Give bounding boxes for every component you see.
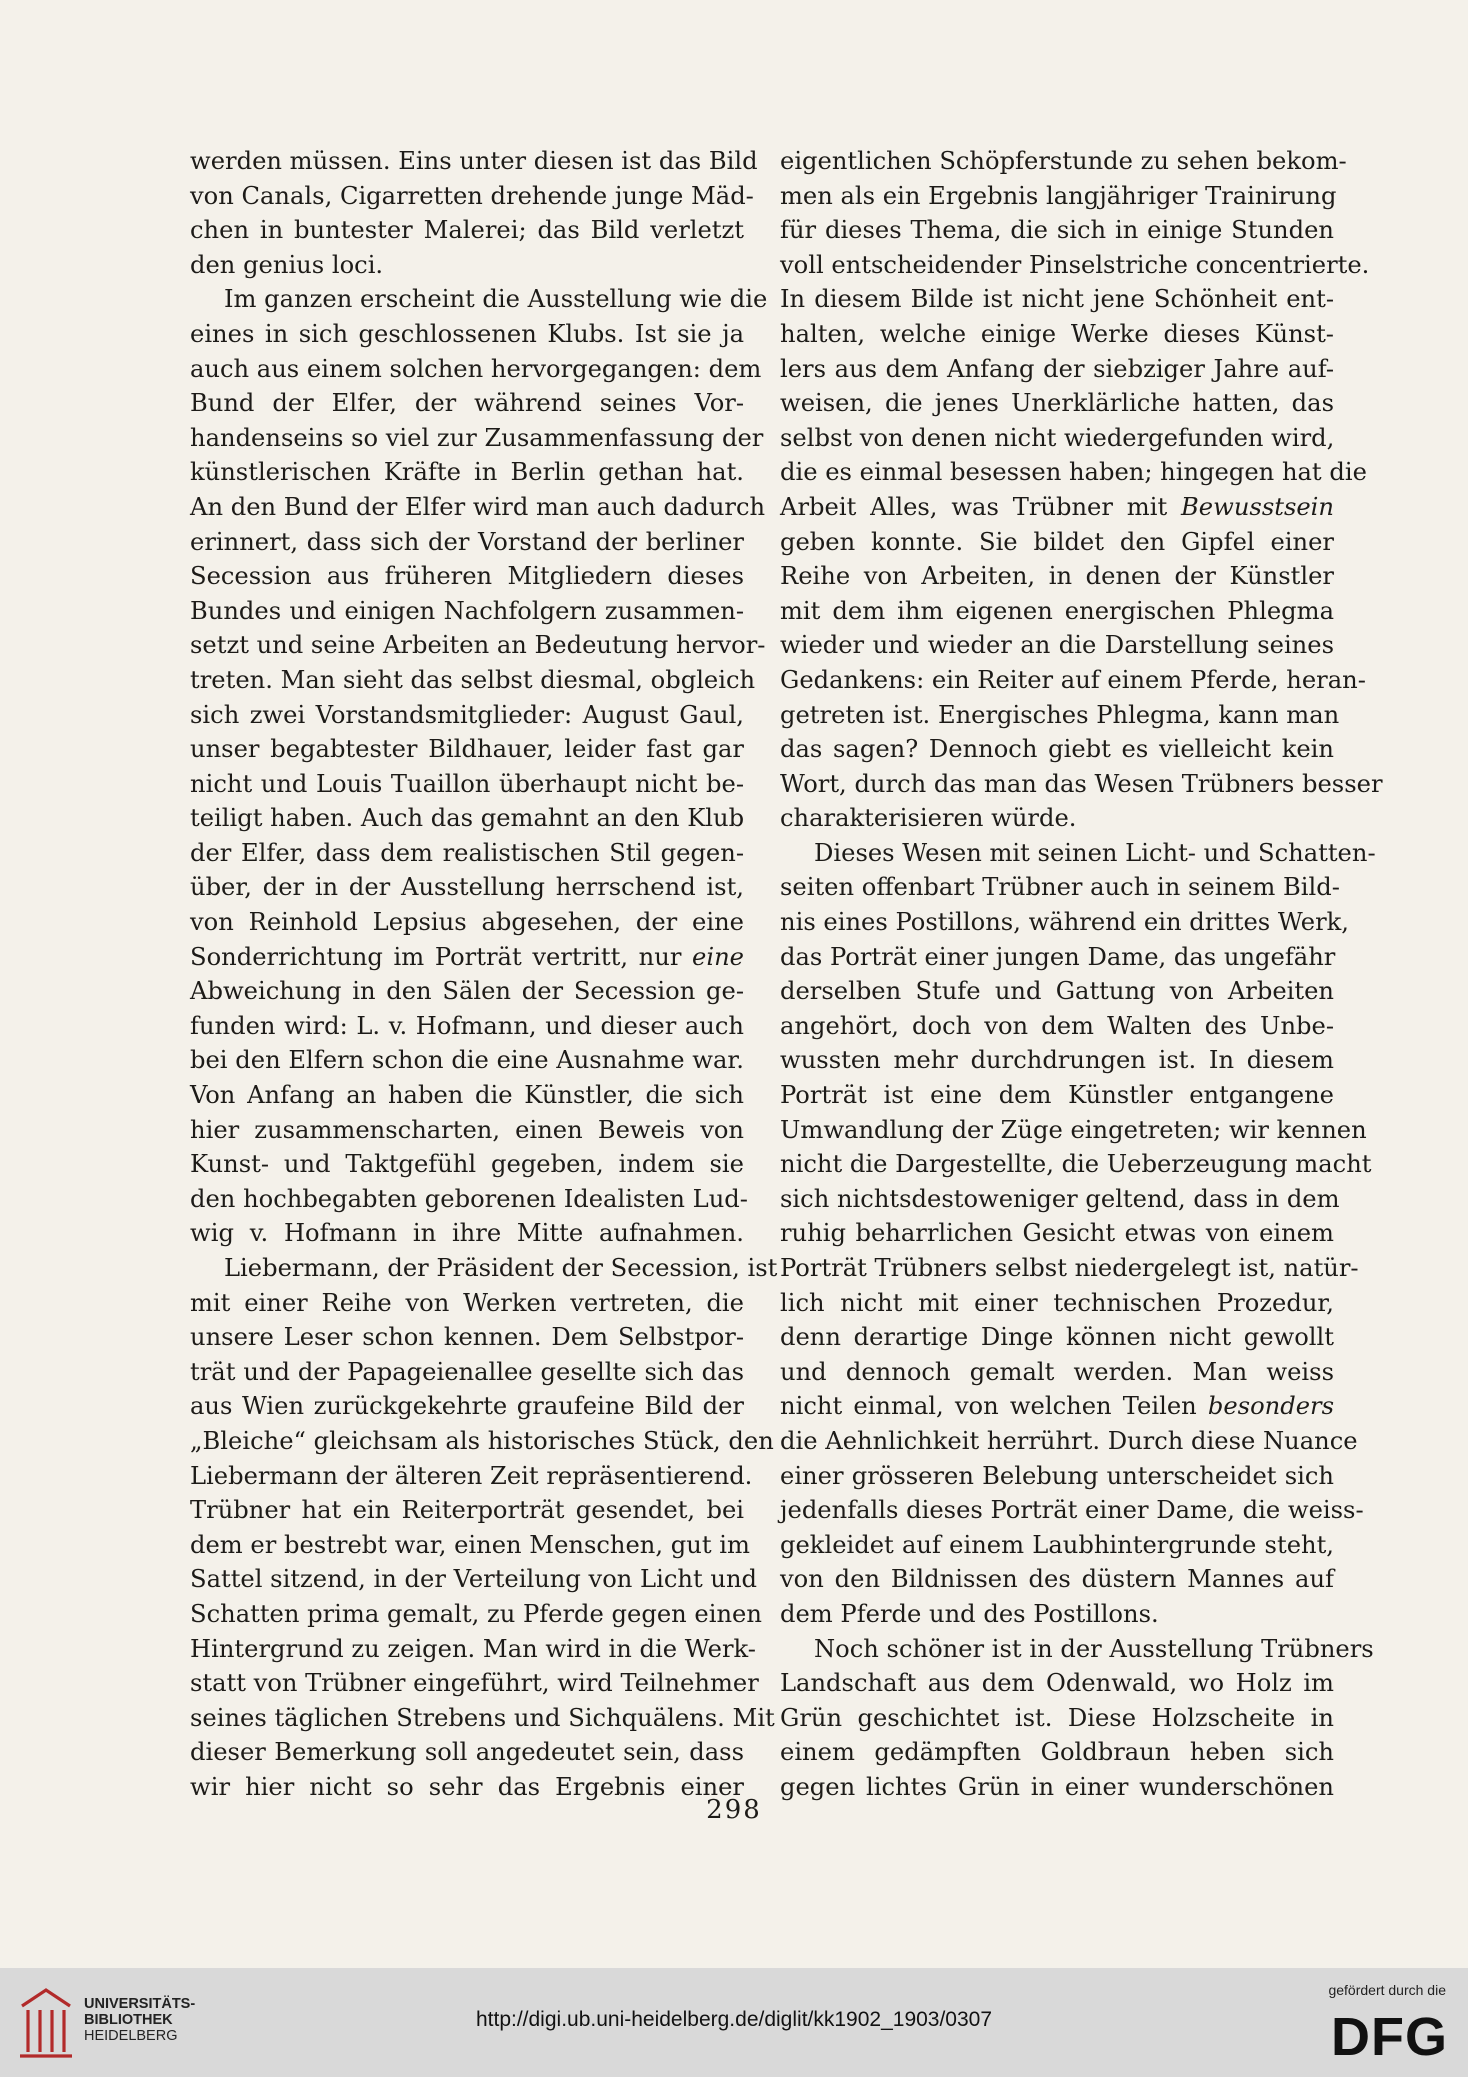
text-line [780,490,1334,525]
text-line [190,1597,762,1632]
text-line-content: eigentlichen Schöpferstunde zu sehen bekom- [780,147,1347,175]
text-line-content: An den Bund der Elfer wird man auch dadurch [190,492,766,521]
text-line-content: Bundes und einigen Nachfolgern zusammen- [190,596,744,625]
text-line [190,732,744,767]
text-line-content: lich nicht mit einer technischen Prozedur, [780,1288,1334,1317]
text-line [190,1632,756,1667]
text-line [780,455,1367,490]
text-line-content: einer grösseren Belebung unterscheidet sich [780,1461,1334,1490]
text-line-content: den hochbegabten geborenen Idealisten Lud- [190,1184,748,1213]
text-line-content: Gedankens: ein Reiter auf einem Pferde, heran- [780,665,1366,694]
text-line-content: Wort, durch das man das Wesen Trübners besser [780,769,1383,798]
text-line [190,698,744,733]
text-line [780,1632,1374,1667]
viewer-footer [0,1968,1468,2077]
text-line-content: dieser Bemerkung soll angedeutet sein, dass [190,1738,744,1767]
text-line-content: Secession aus früheren Mitgliedern dieses [190,562,744,591]
text-line [190,1701,775,1736]
text-line-content: mit einer Reihe von Werken vertreten, die [190,1288,744,1317]
text-line [780,801,1334,836]
text-line [780,1735,1334,1770]
text-line [780,974,1334,1009]
text-line-content: dem er bestrebt war, einen Menschen, gut im [190,1530,750,1559]
library-name-line3: HEIDELBERG [84,2028,178,2044]
text-line-content: unsere Leser schon kennen. Dem Selbstpor- [190,1323,744,1352]
text-line-content: Umwandlung der Züge eingetreten; wir kennen [780,1115,1367,1144]
text-line-content: gegen lichtes Grün in einer wunderschönen [780,1772,1334,1801]
text-line [190,628,766,663]
text-line [780,1009,1334,1044]
text-line [780,213,1334,248]
text-line-content: von Canals, Cigarretten drehende junge Mäd- [190,181,754,210]
text-line-content: nicht einmal, von welchen Teilen [780,1392,1208,1421]
text-line-content: dem Pferde und des Postillons. [780,1599,1159,1628]
text-line-content: einem gedämpften Goldbraun heben sich [780,1738,1334,1767]
text-line-content: Liebermann der älteren Zeit repräsentierend. [190,1461,753,1490]
text-line [780,663,1366,698]
text-line [780,1528,1334,1563]
text-line-content: mit dem ihm eigenen energischen Phlegma [780,596,1334,625]
text-line-content: angehört, doch von dem Walten des Unbe- [780,1011,1334,1040]
text-line [190,940,744,975]
text-line [190,213,744,248]
text-line [190,282,768,317]
text-line [190,1320,744,1355]
text-line [190,1078,744,1113]
text-line [190,352,762,387]
text-line [190,559,744,594]
text-line-content: werden müssen. Eins unter diesen ist das Bild [190,147,758,175]
text-line [780,144,1347,179]
text-line [190,1459,753,1494]
text-line-content: Grün geschichtet ist. Diese Holzscheite in [780,1703,1334,1732]
text-line [780,940,1334,975]
text-line-content: sich zwei Vorstandsmitglieder: August Gaul, [190,700,744,729]
text-line [190,1147,744,1182]
text-line-content: Liebermann, der Präsident der Secession, ist [224,1254,778,1282]
text-line [780,1147,1372,1182]
text-line [780,1078,1334,1113]
text-line-content: Reihe von Arbeiten, in denen der Künstler [780,562,1334,591]
text-line [780,1424,1358,1459]
text-line [190,179,754,214]
text-line [780,905,1349,940]
text-line-content: getreten ist. Energisches Phlegma, kann man [780,700,1340,729]
text-line [190,144,758,179]
text-line-content: selbst von denen nicht wiedergefunden wird, [780,423,1335,452]
text-line [190,1251,778,1286]
text-line-content: Sattel sitzend, in der Verteilung von Licht und [190,1565,757,1594]
text-line [780,1251,1359,1286]
text-line-content: wussten mehr durchdrungen ist. In diesem [780,1046,1334,1075]
text-line-content: wir hier nicht so sehr das Ergebnis einer [190,1772,744,1801]
text-line [780,594,1334,629]
text-line [780,248,1370,283]
text-line [780,870,1340,905]
text-line [780,1459,1334,1494]
page-number: 298 [706,1795,762,1825]
text-line-content: Von Anfang an haben die Künstler, die sich [190,1081,744,1110]
text-line-content: Hintergrund zu zeigen. Man wird in die Werk- [190,1634,756,1663]
text-line-content: Im ganzen erscheint die Ausstellung wie die [224,285,768,314]
text-line [190,421,764,456]
text-line [190,1216,744,1251]
text-line [780,421,1334,456]
text-line-content: eines in sich geschlossenen Klubs. Ist sie ja [190,319,744,348]
left-text-column [190,144,778,1805]
text-line-content: erinnert, dass sich der Vorstand der berliner [190,527,744,556]
text-line-content: über, der in der Ausstellung herrschend ist, [190,873,744,902]
text-line-content: von den Bildnissen des düstern Mannes auf [780,1565,1334,1594]
text-line [190,1009,744,1044]
text-line-content: den genius loci. [190,250,384,279]
text-line-content: Trübner hat ein Reiterporträt gesendet, bei [190,1496,744,1525]
text-line [190,525,744,560]
text-line-content: handenseins so viel zur Zusammenfassung der [190,423,764,452]
text-line-content: Porträt Trübners selbst niedergelegt ist, natür- [780,1254,1359,1282]
text-line-content: chen in buntester Malerei; das Bild verletzt [190,216,744,245]
text-line-content: die es einmal besessen haben; hingegen hat die [780,458,1367,487]
text-line-content: das sagen? Dennoch giebt es vielleicht kein [780,735,1334,764]
text-line [780,1562,1334,1597]
text-line-content: bei den Elfern schon die eine Ausnahme war. [190,1046,744,1075]
text-line [190,1355,744,1390]
text-line-content: funden wird: L. v. Hofmann, und dieser auch [190,1011,744,1040]
funded-by-label: gefördert durch die [1328,1982,1446,1998]
text-line-content: voll entscheidender Pinselstriche concentrierte. [780,250,1370,279]
text-line-content: „Bleiche“ gleichsam als historisches Stück, den [190,1426,774,1455]
text-line [780,1286,1334,1321]
text-line [780,767,1383,802]
text-line-content: Landschaft aus dem Odenwald, wo Holz im [780,1669,1334,1698]
permalink-url[interactable]: http://digi.ub.uni-heidelberg.de/diglit/kk1902_1903/0307 [475,2008,993,2031]
text-line-content: die Aehnlichkeit herrührt. Durch diese Nuance [780,1426,1358,1455]
text-line-content: teiligt haben. Auch das gemahnt an den Klub [190,804,745,833]
text-line-content: auch aus einem solchen hervorgegangen: dem [190,354,762,383]
text-line-content: Noch schöner ist in der Ausstellung Trübners [814,1634,1374,1663]
text-line [780,317,1334,352]
text-line-content: das Porträt einer jungen Dame, das ungefähr [780,942,1336,971]
text-line-content: treten. Man sieht das selbst diesmal, obgleich [190,665,756,694]
text-line [190,490,766,525]
text-line-content: seines täglichen Strebens und Sichquälens. Mit [190,1703,775,1732]
text-line-content: nicht die Dargestellte, die Ueberzeugung macht [780,1150,1372,1179]
text-line-content: charakterisieren würde. [780,804,1077,833]
text-line [780,1182,1340,1217]
text-line [190,1043,744,1078]
text-line [190,1493,744,1528]
text-line-content: nicht und Louis Tuaillon überhaupt nicht be- [190,769,744,798]
text-line-content: In diesem Bilde ist nicht jene Schönheit ent- [780,285,1334,314]
text-line [190,870,744,905]
text-line-content: nis eines Postillons, während ein drittes Werk, [780,908,1349,937]
italic-emphasis: eine [692,942,744,971]
library-name-line2: BIBLIOTHEK [84,2012,173,2028]
text-line-content: für dieses Thema, die sich in einige Stunden [780,216,1334,245]
text-line [190,905,744,940]
text-line [780,1701,1334,1736]
italic-emphasis: Bewusstsein [1181,492,1334,521]
text-line [780,698,1340,733]
text-line-content: Dieses Wesen mit seinen Licht- und Schatten- [814,838,1376,867]
text-line-content: weisen, die jenes Unerklärliche hatten, das [780,389,1334,418]
text-line [190,1424,774,1459]
text-line [780,1493,1364,1528]
text-line [780,1043,1334,1078]
text-line-content: trät und der Papageienallee gesellte sich das [190,1357,744,1386]
text-line [190,1113,744,1148]
text-line-content: sich nichtsdestoweniger geltend, dass in dem [780,1184,1340,1213]
text-line-content: der Elfer, dass dem realistischen Stil gegen- [190,838,744,867]
text-line-content: Kunst- und Taktgefühl gegeben, indem sie [190,1150,744,1179]
text-line-content: aus Wien zurückgekehrte graufeine Bild der [190,1392,744,1421]
text-line-content: halten, welche einige Werke dieses Künst- [780,319,1334,348]
text-line-content: von Reinhold Lepsius abgesehen, der eine [190,908,744,937]
text-line [190,663,756,698]
text-line [780,559,1334,594]
text-line [190,1528,750,1563]
text-line-content: geben konnte. Sie bildet den Gipfel einer [780,527,1334,556]
text-line [780,836,1376,871]
text-line [780,1113,1367,1148]
text-line-content: ruhig beharrlichen Gesicht etwas von einem [780,1219,1334,1248]
text-line [190,1286,744,1321]
text-line [190,801,744,836]
text-line-content: hier zusammenscharten, einen Beweis von [190,1115,744,1144]
text-line [780,282,1334,317]
text-line [190,1666,759,1701]
text-line-content: lers aus dem Anfang der siebziger Jahre auf- [780,354,1334,383]
text-line [780,628,1334,663]
text-line [190,248,744,283]
right-text-column [780,144,1383,1805]
text-line [780,1320,1334,1355]
text-line [190,1389,744,1424]
text-line-content: derselben Stufe und Gattung von Arbeiten [780,977,1334,1006]
text-line-content: unser begabtester Bildhauer, leider fast gar [190,735,744,764]
text-line [780,179,1337,214]
text-line [780,525,1334,560]
text-line [190,836,744,871]
text-line-content: wieder und wieder an die Darstellung seines [780,631,1334,660]
text-line [190,1562,757,1597]
text-line [190,594,744,629]
text-line [780,1666,1334,1701]
text-line [190,974,744,1009]
text-line [780,1355,1334,1390]
library-name-line1: UNIVERSITÄTS- [84,1996,196,2012]
text-line-content: seiten offenbart Trübner auch in seinem Bild- [780,873,1340,902]
text-line-content: Bund der Elfer, der während seines Vor- [190,389,744,418]
text-line-content: men als ein Ergebnis langjähriger Trainirung [780,181,1337,210]
text-line [780,352,1334,387]
dfg-logo[interactable]: DFG [1331,2007,1448,2067]
text-line-content: Porträt ist eine dem Künstler entgangene [780,1081,1334,1110]
text-line [780,1216,1334,1251]
text-line [190,317,744,352]
text-line-content: denn derartige Dinge können nicht gewollt [780,1323,1334,1352]
text-line [780,732,1334,767]
text-line-content: jedenfalls dieses Porträt einer Dame, die weiss- [780,1496,1364,1525]
text-line-content: wig v. Hofmann in ihre Mitte aufnahmen. [190,1219,744,1248]
text-line [780,1597,1334,1632]
text-line [780,386,1334,421]
text-line-content: setzt und seine Arbeiten an Bedeutung hervor- [190,631,766,660]
text-line [190,386,744,421]
text-line [190,1735,744,1770]
text-line [190,767,744,802]
text-line-content: Sonderrichtung im Porträt vertritt, nur [190,942,693,971]
text-line [190,1182,748,1217]
text-line-content: statt von Trübner eingeführt, wird Teilnehmer [190,1669,759,1698]
text-line-content: künstlerischen Kräfte in Berlin gethan hat. [190,458,744,487]
text-line-content: Arbeit Alles, was Trübner mit [780,492,1182,521]
text-line-content: und dennoch gemalt werden. Man weiss [780,1357,1334,1386]
italic-emphasis: besonders [1207,1392,1334,1421]
text-line-content: gekleidet auf einem Laubhintergrunde steht, [780,1530,1334,1559]
text-line [190,455,744,490]
text-line-content: Schatten prima gemalt, zu Pferde gegen einen [190,1599,762,1628]
text-line [780,1389,1334,1424]
text-line-content: Abweichung in den Sälen der Secession ge- [190,977,744,1006]
